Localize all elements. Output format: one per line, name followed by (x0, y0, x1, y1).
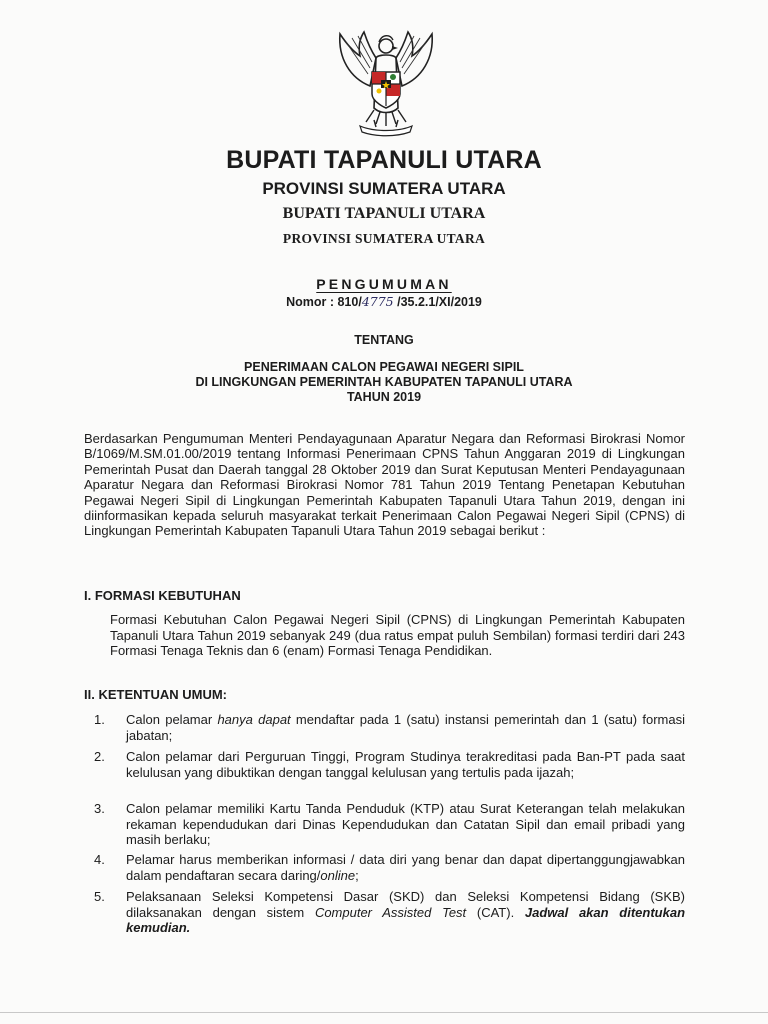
subject-line-1: PENERIMAAN CALON PEGAWAI NEGERI SIPIL (244, 360, 524, 374)
list-item: 3. Calon pelamar memiliki Kartu Tanda Penduduk (KTP) atau Surat Keterangan telah melakukan rekaman kependudukan dari Dinas Kependudukan dan Catatan Sipil dan email pribadi yang masih berlaku; (94, 801, 685, 848)
header-title-4: PROVINSI SUMATERA UTARA (282, 231, 486, 246)
list-item: 1. Calon pelamar hanya dapat mendaftar pada 1 (satu) instansi pemerintah dan 1 (satu) formasi jabatan; (94, 712, 686, 743)
list-item: 4. Pelamar harus memberikan informasi / data diri yang benar dan dapat dipertanggungjawabkan dalam pendaftaran secara daring/online; (94, 852, 685, 883)
subject-line-3: TAHUN 2019 (346, 390, 422, 404)
number-suffix: /35.2.1/XI/2019 (393, 295, 482, 309)
number-prefix: Nomor : 810/ (286, 295, 362, 309)
section-1-body: Formasi Kebutuhan Calon Pegawai Negeri Sipil (CPNS) di Lingkungan Pemerintah Kabupaten Tapanuli Utara Tahun 2019 sebanyak 249 (dua ratus empat puluh Sembilan) formasi terdiri dari 243 Formasi Tenaga Teknis dan 6 (enam) Formasi Tenaga Pendidikan. (110, 612, 685, 659)
list-item: 2. Calon pelamar dari Perguruan Tinggi, Program Studinya terakreditasi pada Ban-PT pada saat kelulusan yang dibuktikan dengan tanggal kelulusan yang tertulis pada ijazah; (94, 749, 685, 780)
header-title-3: BUPATI TAPANULI UTARA (282, 205, 486, 222)
page-edge-divider (0, 1012, 768, 1013)
header-title-1: BUPATI TAPANULI UTARA (226, 146, 542, 174)
announcement-number (0, 294, 768, 309)
garuda-emblem-icon (330, 28, 442, 138)
announcement-label: PENGUMUMAN (316, 276, 452, 292)
section-1-heading: I. FORMASI KEBUTUHAN (84, 588, 241, 603)
tentang-label: TENTANG (354, 333, 414, 347)
handwritten-number: 4775 (361, 294, 394, 309)
header-title-2: PROVINSI SUMATERA UTARA (262, 179, 506, 198)
subject-line-2: DI LINGKUNGAN PEMERINTAH KABUPATEN TAPANULI UTARA (195, 375, 573, 389)
list-item: 5. Pelaksanaan Seleksi Kompetensi Dasar (SKD) dan Seleksi Kompetensi Bidang (SKB) dilaksanakan dengan sistem Computer Assisted Test (CAT). Jadwal akan ditentukan kemudian. (94, 889, 686, 936)
section-2-heading: II. KETENTUAN UMUM: (84, 687, 227, 702)
intro-paragraph: Berdasarkan Pengumuman Menteri Pendayagunaan Aparatur Negara dan Reformasi Birokrasi Nomor B/1069/M.SM.01.00/2019 tentang Informasi Penerimaan CPNS Tahun Anggaran 2019 di Lingkungan Pemerintah Pusat dan Daerah tanggal 28 Oktober 2019 dan Surat Keputusan Menteri Pendayagunaan Aparatur Negara dan Reformasi Birokrasi Nomor 781 Tahun 2019 Tentang Penetapan Kebutuhan Pegawai Negeri Sipil di Lingkungan Pemerintah Kabupaten Tapanuli Utara Tahun 2019, dengan ini diinformasikan kepada seluruh masyarakat terkait Penerimaan Calon Pegawai Negeri Sipil (CPNS) di Lingkungan Pemerintah Kabupaten Tapanuli Utara Tahun 2019 sebagai berikut : (84, 431, 685, 539)
